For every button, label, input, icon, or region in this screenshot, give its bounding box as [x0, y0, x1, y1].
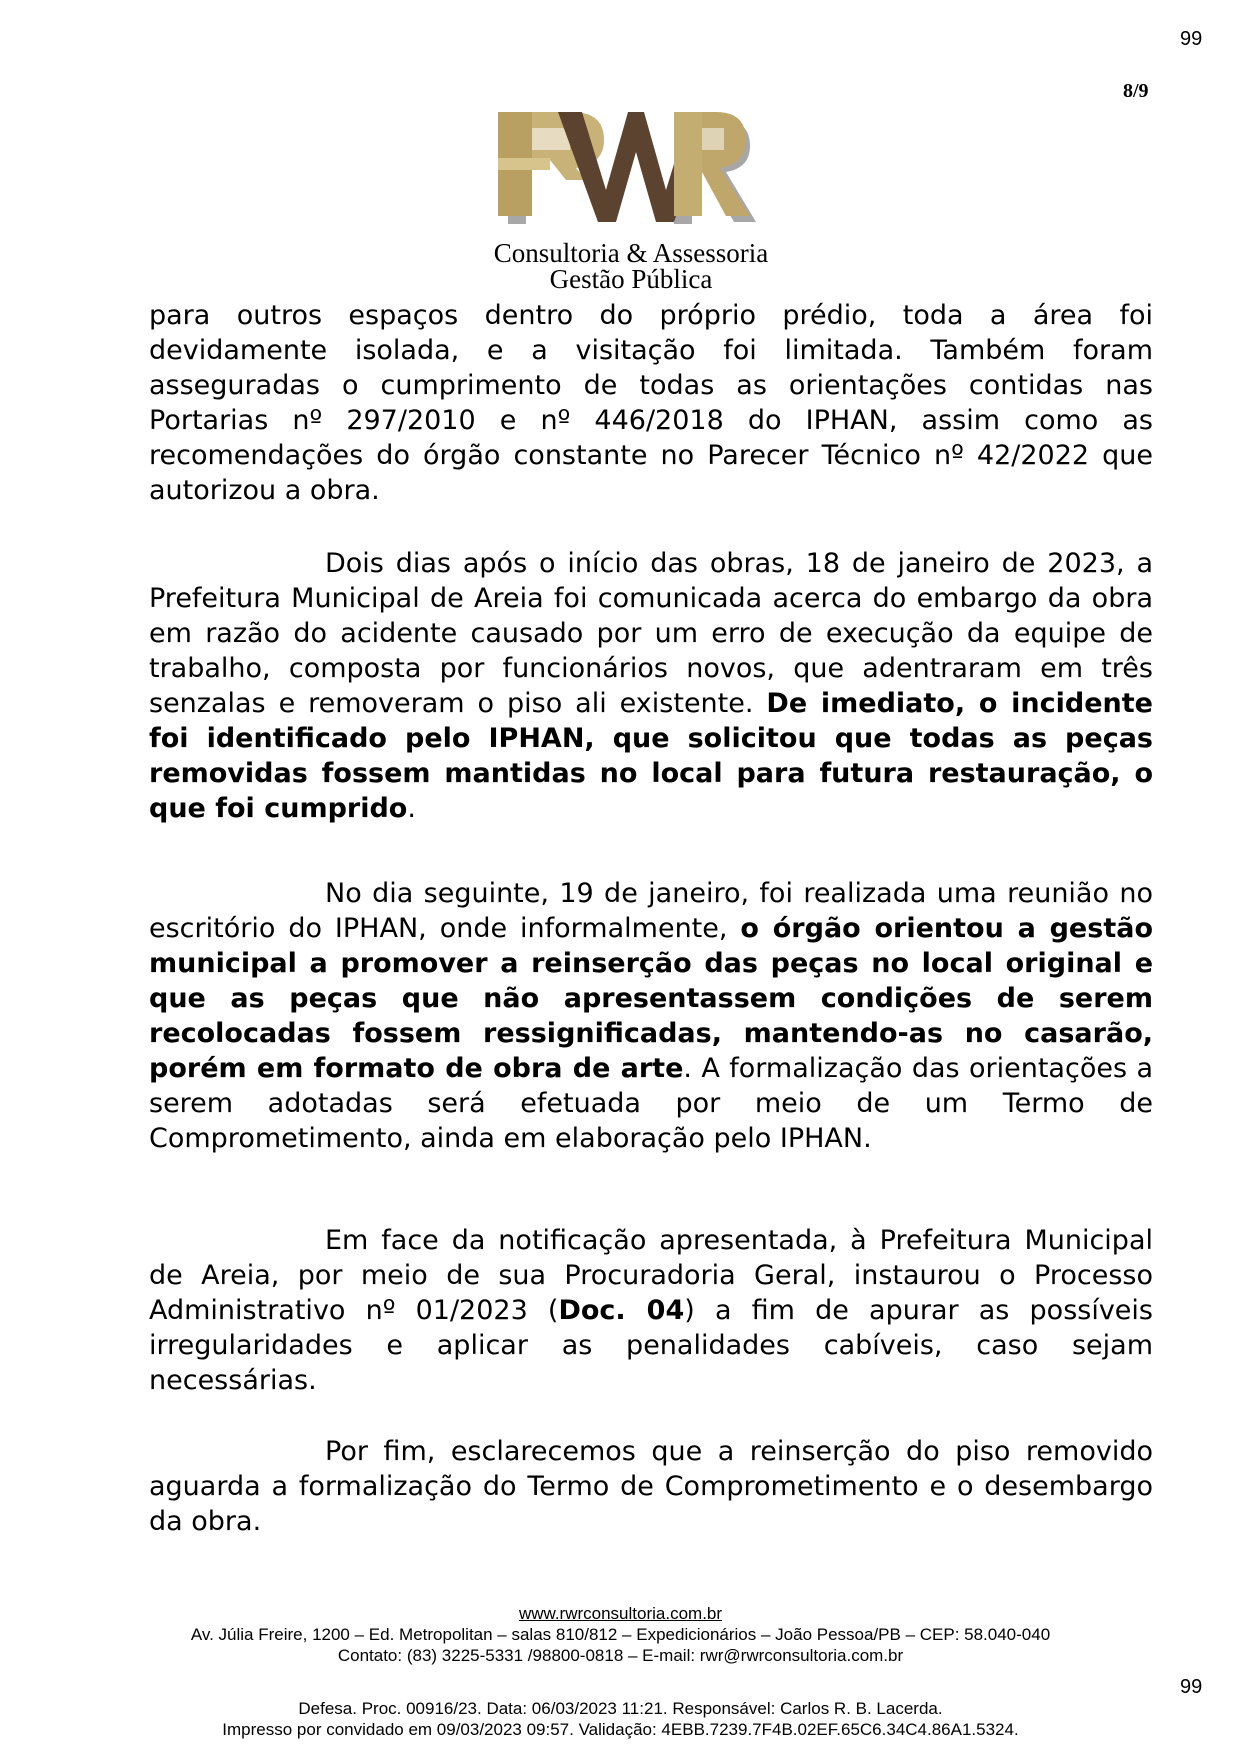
- paragraph-4-end: ) a fim de apurar as possíveis irregularidades e aplicar as penalidades cabíveis, caso sejam necessárias.: [149, 1295, 1153, 1396]
- paragraph-1: [149, 298, 1153, 508]
- paragraph-5-text: Por fim, esclarecemos que a reinserção do piso removido aguarda a formalização do Termo de Comprometimento e o desembargo da obra.: [149, 1436, 1153, 1537]
- page-number-top: 99: [1180, 28, 1203, 50]
- stamp-line-1: Defesa. Proc. 00916/23. Data: 06/03/2023 11:21. Responsável: Carlos R. B. Lacerda.: [298, 1699, 943, 1718]
- paragraph-3-end: . A formalização das orientações a serem adotadas será efetuada por meio de um Termo de Comprometimento, ainda em elaboração pelo IPHAN.: [149, 1053, 1153, 1154]
- rwr-logo-mark: [488, 106, 758, 236]
- paragraph-4-text: Em face da notificação apresentada, à Prefeitura Municipal de Areia, por meio de sua Procuradoria Geral, instaurou o Processo Administrativo nº 01/2023 (: [149, 1225, 1153, 1326]
- page-number-bottom: 99: [1180, 1676, 1203, 1698]
- paragraph-3-bold: o órgão orientou a gestão municipal a promover a reinserção das peças no local original e que as peças que não apresentassem condições de serem recolocadas fossem ressignificadas, mantendo-as no casarão, porém em formato de obra de arte: [149, 913, 1153, 1084]
- paragraph-2-text: Dois dias após o início das obras, 18 de janeiro de 2023, a Prefeitura Municipal de Areia foi comunicada acerca do embargo da obra em razão do acidente causado por um erro de execução da equipe de trabalho, composta por funcionários novos, que adentraram em três senzalas e removeram o piso ali existente.: [149, 548, 1153, 719]
- paragraph-2-bold: De imediato, o incidente foi identificado pelo IPHAN, que solicitou que todas as peças removidas fossem mantidas no local para futura restauração, o que foi cumprido: [149, 688, 1153, 824]
- footer-contact: Contato: (83) 3225-5331 /98800-0818 – E-mail: rwr@rwrconsultoria.com.br: [337, 1646, 904, 1665]
- logo-tagline-1: Consultoria & Assessoria: [493, 238, 769, 268]
- paragraph-4: [149, 1223, 1153, 1398]
- paragraph-2: [149, 546, 1153, 826]
- paragraph-2-end: .: [407, 793, 416, 824]
- paragraph-5: [149, 1434, 1153, 1539]
- paragraph-4-bold: Doc. 04: [558, 1295, 685, 1326]
- paragraph-1-text: para outros espaços dentro do próprio prédio, toda a área foi devidamente isolada, e a visitação foi limitada. Também foram asseguradas o cumprimento de todas as orientações contidas nas Portarias nº 297/2010 e nº 446/2018 do IPHAN, assim como as recomendações do órgão constante no Parecer Técnico nº 42/2022 que autorizou a obra.: [149, 300, 1153, 506]
- footer-address: Av. Júlia Freire, 1200 – Ed. Metropolitan – salas 810/812 – Expedicionários – João Pessoa/PB – CEP: 58.040-040: [190, 1625, 1051, 1644]
- paragraph-3-text: No dia seguinte, 19 de janeiro, foi realizada uma reunião no escritório do IPHAN, onde informalmente,: [149, 878, 1153, 944]
- footer-website: [0, 1603, 1241, 1624]
- website-link[interactable]: www.rwrconsultoria.com.br: [518, 1604, 723, 1623]
- paragraph-3: [149, 876, 1153, 1156]
- company-logo: [488, 106, 758, 236]
- stamp-line-2: Impresso por convidado em 09/03/2023 09:57. Validação: 4EBB.7239.7F4B.02EF.65C6.34C4.86A1.5324.: [222, 1720, 1019, 1739]
- logo-tagline-2: Gestão Pública: [549, 264, 713, 294]
- folio-number: 8/9: [1123, 80, 1149, 102]
